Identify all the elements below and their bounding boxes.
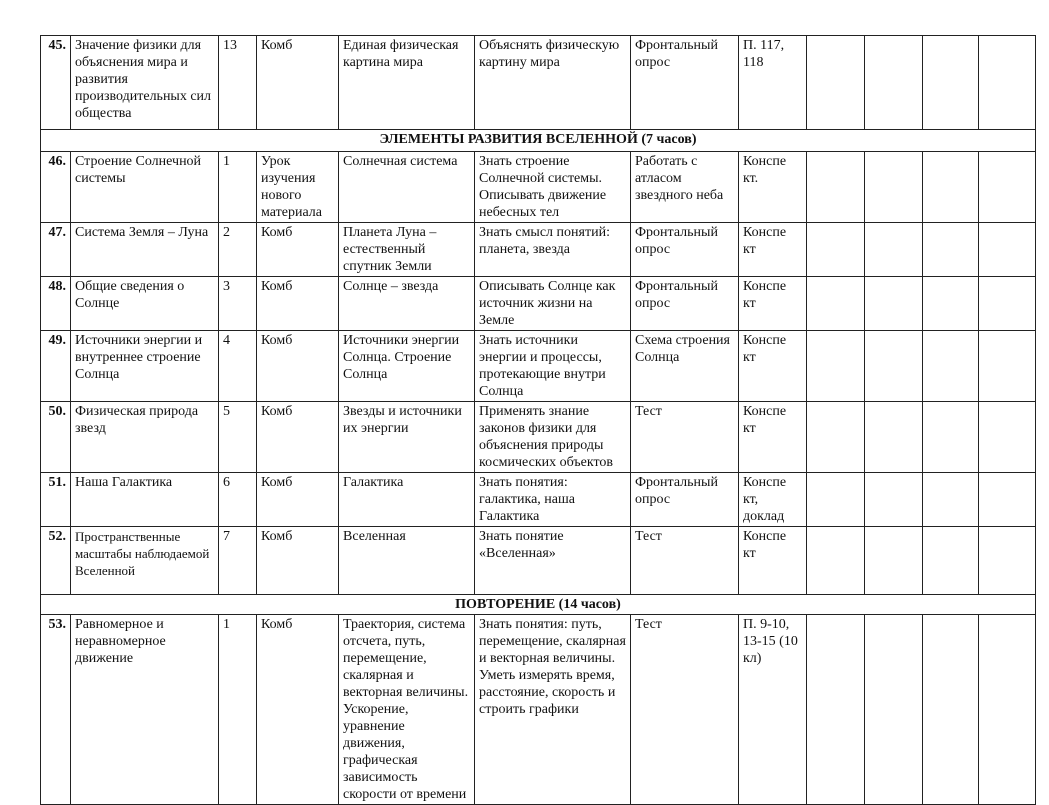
- homework: Конспе кт, доклад: [739, 473, 807, 527]
- empty-cell: [807, 223, 865, 277]
- empty-cell: [923, 615, 979, 805]
- empty-cell: [865, 473, 923, 527]
- empty-cell: [807, 402, 865, 473]
- lesson-type: Комб: [257, 277, 339, 331]
- empty-cell: [807, 36, 865, 130]
- empty-cell: [865, 331, 923, 402]
- empty-cell: [979, 223, 1036, 277]
- empty-cell: [865, 527, 923, 595]
- lesson-plan-table: [40, 35, 1036, 805]
- table-row: [41, 277, 1036, 331]
- row-number: 48.: [41, 277, 71, 331]
- homework: Конспе кт: [739, 223, 807, 277]
- homework: Конспе кт: [739, 527, 807, 595]
- empty-cell: [865, 615, 923, 805]
- table-row: [41, 36, 1036, 130]
- requirements: Объяснять физическую картину мира: [475, 36, 631, 130]
- homework: Конспе кт.: [739, 152, 807, 223]
- empty-cell: [923, 36, 979, 130]
- table-row: [41, 152, 1036, 223]
- table-row: [41, 473, 1036, 527]
- table-row: [41, 331, 1036, 402]
- lesson-index: 3: [219, 277, 257, 331]
- control-form: Фронтальный опрос: [631, 36, 739, 130]
- requirements: Знать строение Солнечной системы. Описывать движение небесных тел: [475, 152, 631, 223]
- lesson-content: Вселенная: [339, 527, 475, 595]
- control-form: Фронтальный опрос: [631, 277, 739, 331]
- empty-cell: [923, 527, 979, 595]
- section-row: [41, 595, 1036, 615]
- empty-cell: [979, 152, 1036, 223]
- lesson-content: Солнце – звезда: [339, 277, 475, 331]
- empty-cell: [979, 402, 1036, 473]
- lesson-index: 4: [219, 331, 257, 402]
- table-row: [41, 527, 1036, 595]
- lesson-topic: Значение физики для объяснения мира и развития производительных сил общества: [71, 36, 219, 130]
- lesson-content: Единая физическая картина мира: [339, 36, 475, 130]
- lesson-topic: Система Земля – Луна: [71, 223, 219, 277]
- requirements: Описывать Солнце как источник жизни на Земле: [475, 277, 631, 331]
- lesson-type: Комб: [257, 615, 339, 805]
- section-title: ПОВТОРЕНИЕ (14 часов): [41, 595, 1036, 615]
- empty-cell: [923, 402, 979, 473]
- homework: П. 9-10, 13-15 (10 кл): [739, 615, 807, 805]
- empty-cell: [807, 615, 865, 805]
- lesson-type: Комб: [257, 223, 339, 277]
- lesson-content: Планета Луна – естественный спутник Земли: [339, 223, 475, 277]
- lesson-topic: Наша Галактика: [71, 473, 219, 527]
- empty-cell: [923, 331, 979, 402]
- control-form: Фронтальный опрос: [631, 223, 739, 277]
- row-number: 50.: [41, 402, 71, 473]
- lesson-topic: Пространственные масштабы наблюдаемой Вселенной: [71, 527, 219, 595]
- requirements: Знать понятия: путь, перемещение, скалярная и векторная величины. Уметь измерять время, расстояние, скорость и строить графики: [475, 615, 631, 805]
- lesson-topic: Строение Солнечной системы: [71, 152, 219, 223]
- control-form: Тест: [631, 615, 739, 805]
- homework: Конспе кт: [739, 331, 807, 402]
- empty-cell: [923, 473, 979, 527]
- empty-cell: [923, 277, 979, 331]
- lesson-content: Траектория, система отсчета, путь, перемещение, скалярная и векторная величины. Ускорение, уравнение движения, графическая зависимость скорости от времени: [339, 615, 475, 805]
- control-form: Тест: [631, 402, 739, 473]
- lesson-index: 2: [219, 223, 257, 277]
- lesson-type: Комб: [257, 36, 339, 130]
- lesson-content: Источники энергии Солнца. Строение Солнца: [339, 331, 475, 402]
- empty-cell: [865, 36, 923, 130]
- requirements: Знать смысл понятий: планета, звезда: [475, 223, 631, 277]
- table-row: [41, 223, 1036, 277]
- empty-cell: [865, 277, 923, 331]
- lesson-index: 5: [219, 402, 257, 473]
- lesson-type: Урок изучения нового материала: [257, 152, 339, 223]
- empty-cell: [979, 36, 1036, 130]
- lesson-index: 6: [219, 473, 257, 527]
- table-row: [41, 402, 1036, 473]
- empty-cell: [923, 223, 979, 277]
- lesson-index: 7: [219, 527, 257, 595]
- row-number: 47.: [41, 223, 71, 277]
- requirements: Знать понятие «Вселенная»: [475, 527, 631, 595]
- control-form: Тест: [631, 527, 739, 595]
- lesson-type: Комб: [257, 527, 339, 595]
- empty-cell: [979, 527, 1036, 595]
- homework: Конспе кт: [739, 277, 807, 331]
- empty-cell: [923, 152, 979, 223]
- empty-cell: [979, 615, 1036, 805]
- row-number: 52.: [41, 527, 71, 595]
- empty-cell: [979, 331, 1036, 402]
- row-number: 53.: [41, 615, 71, 805]
- lesson-content: Галактика: [339, 473, 475, 527]
- row-number: 45.: [41, 36, 71, 130]
- lesson-content: Солнечная система: [339, 152, 475, 223]
- empty-cell: [865, 152, 923, 223]
- row-number: 49.: [41, 331, 71, 402]
- lesson-type: Комб: [257, 473, 339, 527]
- control-form: Фронтальный опрос: [631, 473, 739, 527]
- empty-cell: [865, 402, 923, 473]
- row-number: 46.: [41, 152, 71, 223]
- requirements: Применять знание законов физики для объяснения природы космических объектов: [475, 402, 631, 473]
- lesson-content: Звезды и источники их энергии: [339, 402, 475, 473]
- lesson-index: 1: [219, 152, 257, 223]
- row-number: 51.: [41, 473, 71, 527]
- lesson-topic: Источники энергии и внутреннее строение Солнца: [71, 331, 219, 402]
- control-form: Схема строения Солнца: [631, 331, 739, 402]
- table-row: [41, 615, 1036, 805]
- requirements: Знать понятия: галактика, наша Галактика: [475, 473, 631, 527]
- lesson-topic: Физическая природа звезд: [71, 402, 219, 473]
- empty-cell: [979, 277, 1036, 331]
- lesson-topic: Равномерное и неравномерное движение: [71, 615, 219, 805]
- lesson-index: 1: [219, 615, 257, 805]
- requirements: Знать источники энергии и процессы, протекающие внутри Солнца: [475, 331, 631, 402]
- empty-cell: [979, 473, 1036, 527]
- empty-cell: [865, 223, 923, 277]
- empty-cell: [807, 527, 865, 595]
- empty-cell: [807, 152, 865, 223]
- control-form: Работать с атласом звездного неба: [631, 152, 739, 223]
- section-title: ЭЛЕМЕНТЫ РАЗВИТИЯ ВСЕЛЕННОЙ (7 часов): [41, 130, 1036, 152]
- lesson-index: 13: [219, 36, 257, 130]
- empty-cell: [807, 331, 865, 402]
- section-row: [41, 130, 1036, 152]
- homework: Конспе кт: [739, 402, 807, 473]
- empty-cell: [807, 473, 865, 527]
- homework: П. 117, 118: [739, 36, 807, 130]
- lesson-type: Комб: [257, 402, 339, 473]
- empty-cell: [807, 277, 865, 331]
- lesson-type: Комб: [257, 331, 339, 402]
- lesson-topic: Общие сведения о Солнце: [71, 277, 219, 331]
